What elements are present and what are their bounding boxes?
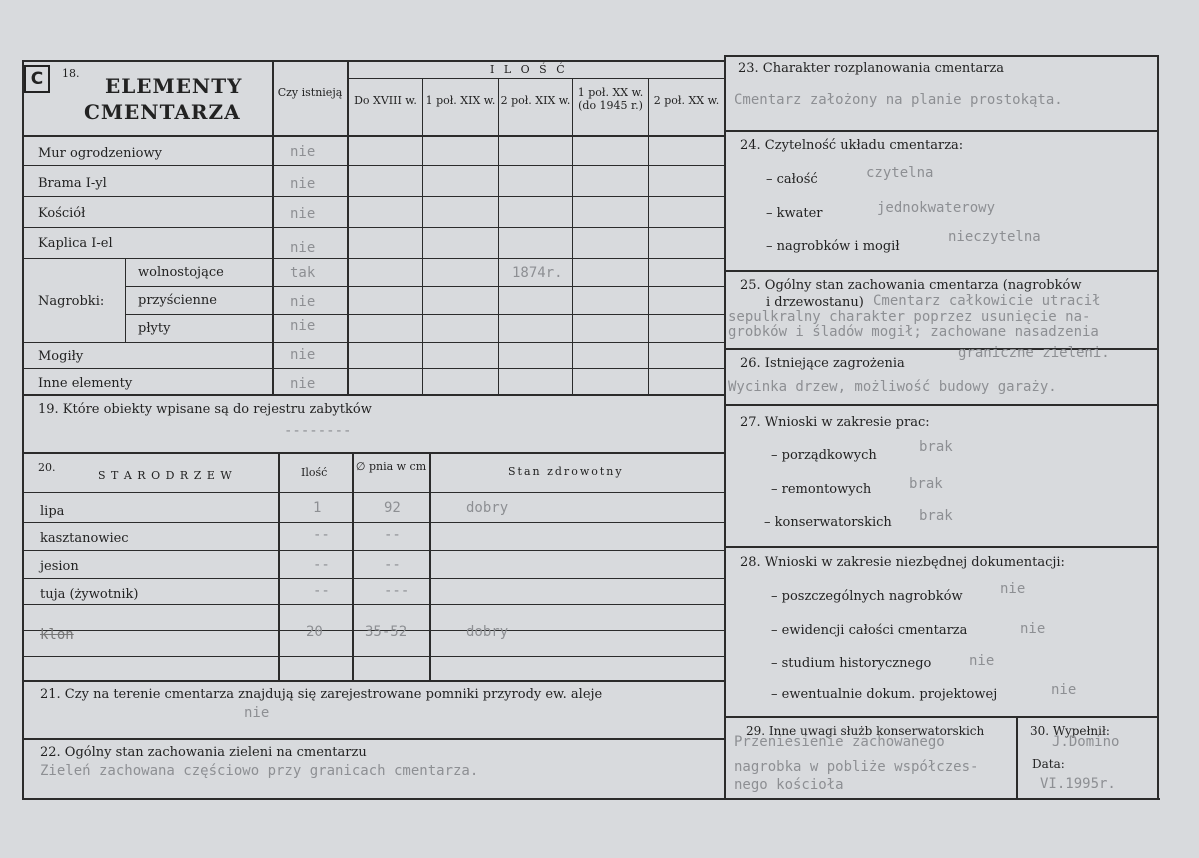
rule [22,656,724,657]
s29-line: Przeniesienie zachowanego [734,734,945,750]
s25-line: sepulkralny charakter poprzez usunięcie na- [728,309,1091,325]
rule [22,550,724,551]
row-label: Kościół [38,206,86,221]
rule [22,258,724,259]
s27-item-label: – remontowych [771,482,872,497]
rule [22,452,724,454]
period-header-2: 1 poł. XIX w. [425,94,496,107]
row-exists: nie [290,347,316,363]
tree-name: kasztanowiec [40,531,129,546]
row-label: Brama I-yl [38,176,107,191]
rule [724,546,1158,548]
rule [125,258,126,342]
section-26-label: 26. Istniejące zagrożenia [740,356,905,371]
section-18-title-1: ELEMENTY [105,74,243,98]
s24-item-value: czytelna [866,165,934,181]
rule [22,578,724,579]
section-30-value: J.Domino [1052,734,1120,750]
nagrobki-exists: tak [290,265,316,281]
rule [22,680,724,682]
col-health-header: Stan zdrowotny [508,465,624,478]
section-26-value: Wycinka drzew, możliwość budowy garaży. [728,379,1057,395]
s27-item-label: – porządkowych [771,448,877,463]
tree-count: 1 [313,500,322,516]
section-22-value: Zieleń zachowana częściowo przy granicach cmentarza. [40,763,479,779]
row-exists: nie [290,144,316,160]
nagrobki-label: Nagrobki: [38,294,105,309]
s28-item-value: nie [1000,581,1026,597]
tree-diameter: 92 [384,500,401,516]
tree-name: tuja (żywotnik) [40,587,139,602]
section-30-label: 30. Wypełnił: [1030,724,1110,738]
rule [22,165,724,166]
col-diameter-header: ∅ pnia w cm [355,460,427,473]
section-18-title-2: CMENTARZA [84,100,241,124]
nagrobki-period-value: 1874r. [512,265,563,281]
col-count-header: Ilość [301,466,328,479]
tree-name: lipa [40,504,65,519]
s24-item-label: – kwater [766,206,823,221]
s25-line: grobków i śladów mogił; zachowane nasadzenia [728,324,1099,340]
rule [22,738,724,740]
rule [278,452,280,680]
s25-line: Cmentarz całkowicie utracił [873,293,1101,309]
rule [429,452,431,680]
rule [22,492,724,493]
rule [22,196,724,197]
rule [125,286,724,287]
rule [724,716,1158,718]
row-exists: nie [290,206,316,222]
s24-item-label: – całość [766,172,818,187]
s29-line: nego kościoła [734,777,844,793]
nagrobki-exists: nie [290,294,316,310]
rule [724,55,1158,57]
tree-diameter: --- [384,583,410,599]
section-22-label: 22. Ogólny stan zachowania zieleni na cmentarzu [40,745,367,760]
s28-item-label: – studium historycznego [771,656,932,671]
s24-item-label: – nagrobków i mogił [766,239,900,254]
s27-item-value: brak [919,439,953,455]
rule [572,78,573,395]
s25-line: graniczne zieleni. [958,345,1110,361]
row-label: Mogiły [38,349,84,364]
rule [648,78,649,395]
s28-item-label: – ewentualnie dokum. projektowej [771,687,998,702]
rule [22,60,724,62]
row-exists: nie [290,176,316,192]
rule [724,404,1158,406]
s28-item-value: nie [1020,621,1046,637]
section-24-label: 24. Czytelność układu cmentarza: [740,138,964,153]
section-23-label: 23. Charakter rozplanowania cmentarza [738,61,1005,76]
section-27-label: 27. Wnioski w zakresie prac: [740,415,930,430]
s24-item-value: jednokwaterowy [877,200,996,216]
tree-health: dobry [466,500,509,516]
rule [22,604,724,605]
rule [498,78,499,395]
card-letter-box: C [24,65,50,93]
period-header-5: 2 poł. XX w. [653,94,720,107]
s27-item-label: – konserwatorskich [764,515,892,530]
section-21-label: 21. Czy na terenie cmentarza znajdują się zarejestrowane pomniki przyrody ew. aleje [40,687,603,702]
tree-count: 20 [306,624,323,640]
section-28-label: 28. Wnioski w zakresie niezbędnej dokumentacji: [740,555,1065,570]
period-header-1: Do XVIII w. [354,94,417,107]
rule [22,60,24,800]
rule [422,78,423,395]
row-exists: nie [290,376,316,392]
rule [724,270,1158,272]
rule [22,342,724,343]
s27-item-value: brak [919,508,953,524]
s28-item-label: – ewidencji całości cmentarza [771,623,968,638]
nagrobki-type: przyścienne [138,293,217,308]
s28-item-label: – poszczególnych nagrobków [771,589,963,604]
rule [724,55,726,800]
tree-diameter: -- [384,557,401,573]
tree-count: -- [313,583,330,599]
s24-item-value: nieczytelna [948,229,1041,245]
rule [347,78,724,79]
rule [125,314,724,315]
row-label: Kaplica I-el [38,236,113,251]
section-25-label-1: 25. Ogólny stan zachowania cmentarza (nagrobków [740,278,1082,293]
rule [22,394,724,396]
tree-count: -- [313,527,330,543]
date-value: VI.1995r. [1040,776,1116,792]
s27-item-value: brak [909,476,943,492]
rule [22,135,724,137]
period-header-4: 1 poł. XX w. (do 1945 r.) [577,86,644,112]
nagrobki-type: płyty [138,321,171,336]
tree-name: klon [40,627,74,643]
section-18-number: 18. [62,67,80,80]
tree-name: jesion [40,559,79,574]
rule [1157,55,1159,800]
s28-item-value: nie [969,653,995,669]
tree-health: dobry [466,624,509,640]
tree-count: -- [313,557,330,573]
section-19-value: -------- [284,423,352,439]
ilosc-header: I L O Ś Ć [490,63,568,76]
rule [724,130,1158,132]
section-19-label: 19. Które obiekty wpisane są do rejestru zabytków [38,402,372,417]
col-exists-header: Czy istnieją [277,86,343,99]
row-label: Mur ogrodzeniowy [38,146,162,161]
rule [22,368,724,369]
s28-item-value: nie [1051,682,1077,698]
row-label: Inne elementy [38,376,133,391]
section-20-title: S T A R O D R Z E W [98,469,233,482]
tree-diameter: 35-52 [365,624,408,640]
tree-diameter: -- [384,527,401,543]
period-header-3: 2 poł. XIX w. [500,94,571,107]
section-20-number: 20. [38,461,56,474]
rule [352,452,354,680]
nagrobki-type: wolnostojące [138,265,224,280]
section-29-label: 29. Inne uwagi służb konserwatorskich [746,724,985,738]
section-23-value: Cmentarz założony na planie prostokąta. [734,92,1063,108]
rule [22,798,1160,800]
s29-line: nagrobka w pobliże współczes- [734,759,979,775]
row-exists: nie [290,240,316,256]
section-21-value: nie [244,705,270,721]
rule [22,227,724,228]
rule [1016,716,1018,800]
date-label: Data: [1032,757,1065,771]
section-25-label-2: i drzewostanu) [766,295,864,310]
nagrobki-exists: nie [290,318,316,334]
rule [22,522,724,523]
